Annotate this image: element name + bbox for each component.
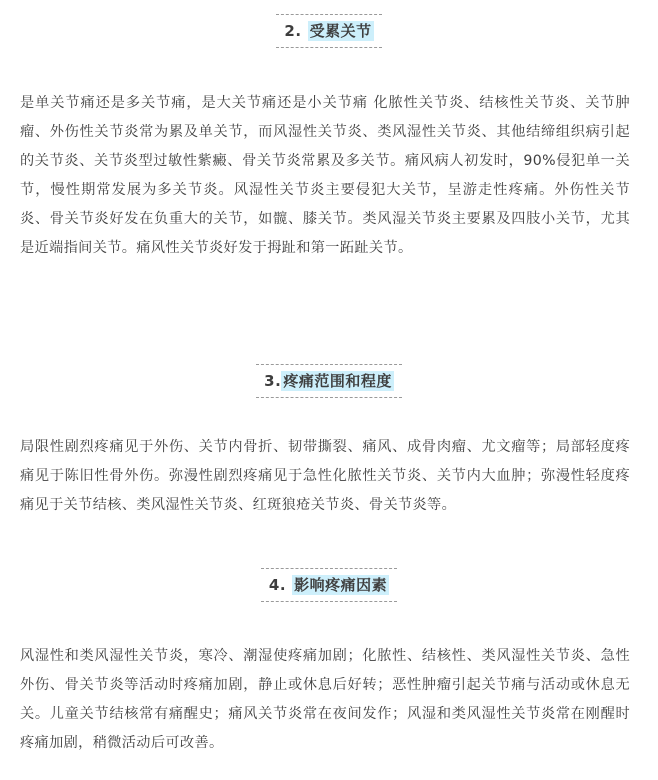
section-body-2: 是单关节痛还是多关节痛，是大关节痛还是小关节痛 化脓性关节炎、结核性关节炎、关节肿瘤、外伤性关节炎常为累及单关节，而风湿性关节炎、类风湿性关节炎、其他结缔组织病引起的关节炎、关节炎型过敏性紫癜、骨关节炎常累及多关节。痛风病人初发时，90%侵犯单一关节，慢性期常发展为多关节炎。风湿性关节炎主要侵犯大关节，呈游走性疼痛。外伤性关节炎、骨关节炎好发在负重大的关节，如髋、膝关节。类风湿关节炎主要累及四肢小关节，尤其是近端指间关节。痛风性关节炎好发于拇趾和第一跖趾关节。: [20, 95, 630, 256]
section-heading-3: [0, 364, 658, 398]
section-heading-box: [261, 568, 397, 602]
section-title: 疼痛范围和程度: [283, 372, 392, 390]
section-number: 2.: [284, 22, 302, 40]
section-number: 4.: [268, 576, 287, 594]
section-title: 影响疼痛因素: [294, 576, 388, 594]
section-body-4: 风湿性和类风湿性关节炎，寒冷、潮湿使疼痛加剧；化脓性、结核性、类风湿性关节炎、急性外伤、骨关节炎等活动时疼痛加剧，静止或休息后好转；恶性肿瘤引起关节痛与活动或休息无关。儿童关节结核常有痛醒史；痛风关节炎常在夜间发作；风湿和类风湿性关节炎常在刚醒时疼痛加剧，稍微活动后可改善。: [20, 648, 630, 751]
section-title: 受累关节: [309, 22, 372, 40]
section-heading-box: [276, 14, 381, 48]
section-body-3: 局限性剧烈疼痛见于外伤、关节内骨折、韧带撕裂、痛风、成骨肉瘤、尤文瘤等；局部轻度疼痛见于陈旧性骨外伤。弥漫性剧烈疼痛见于急性化脓性关节炎、关节内大血肿；弥漫性轻度疼痛见于关节结核、类风湿性关节炎、红斑狼疮关节炎、骨关节炎等。: [20, 439, 630, 513]
section-heading-4: [0, 568, 658, 602]
section-heading-box: [256, 364, 402, 398]
section-heading-2: [0, 14, 658, 48]
section-number: 3.: [264, 372, 282, 390]
